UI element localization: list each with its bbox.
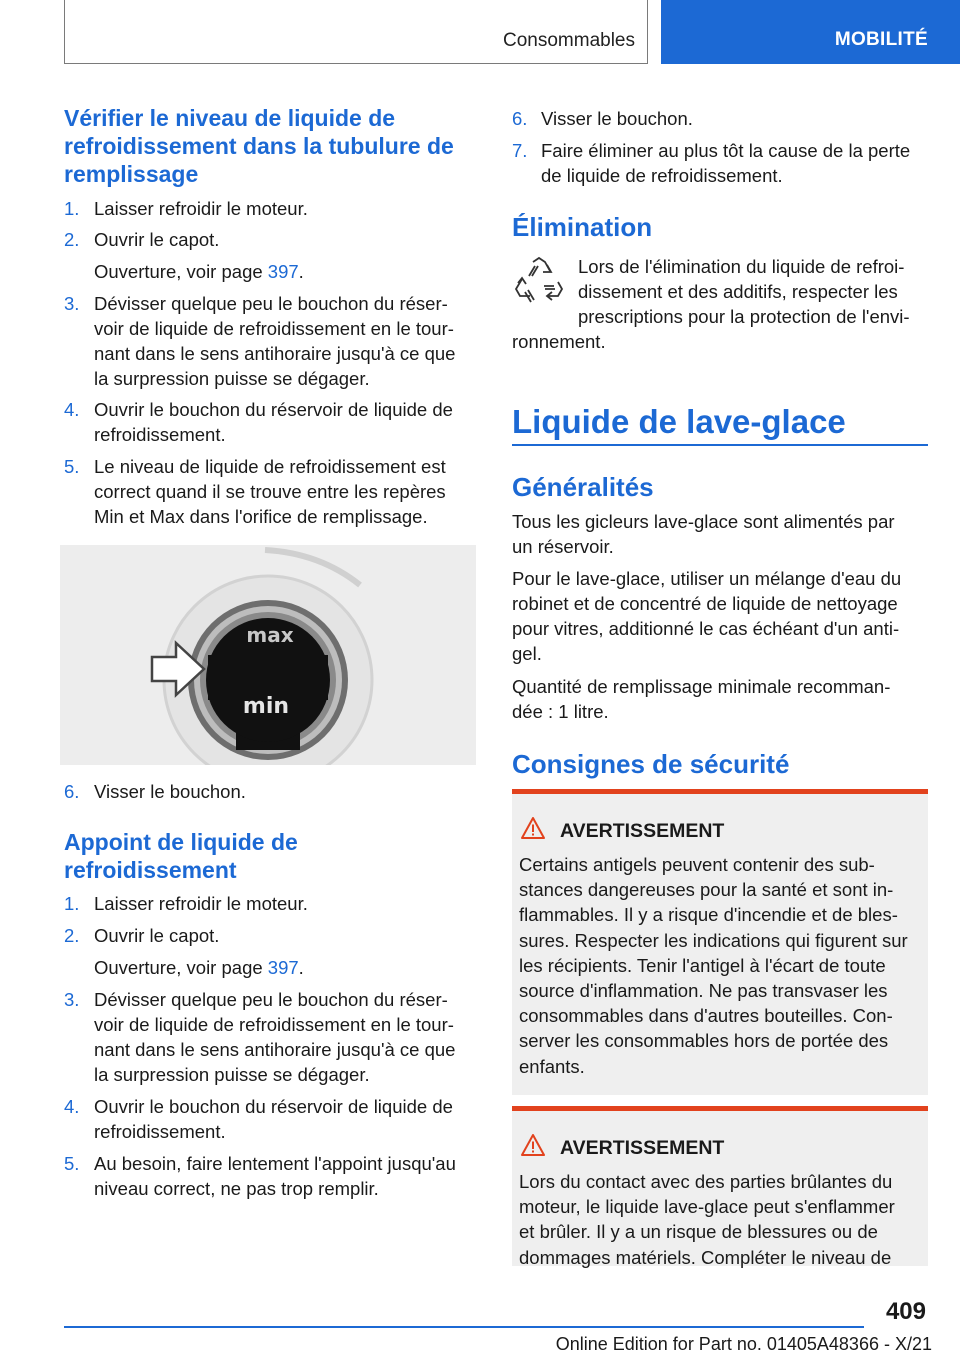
header-chapter-label: MOBILITÉ	[834, 29, 928, 50]
coolant-cap-figure	[60, 545, 476, 765]
step-text: Visser le bouchon.	[94, 781, 246, 802]
step-text: Dévisser quelque peu le bouchon du réser- voir de liquide de refroidissement en le tour- nant dans le sens antihoraire jusqu'à ce que la surpression puisse se dégager.	[94, 989, 456, 1085]
step-text: Ouvrir le capot.	[94, 925, 220, 946]
warning-box	[512, 1106, 928, 1266]
step-number: 1.	[64, 198, 80, 219]
general-paragraph-1: Tous les gicleurs lave-glace sont alimentés par un réservoir.	[512, 511, 895, 557]
header-section-box	[64, 0, 648, 64]
page-reference: Ouverture, voir page 397.	[94, 261, 304, 282]
step-text: Ouvrir le capot.	[94, 229, 220, 250]
min-mark: min	[242, 694, 290, 719]
footer-rule	[64, 1326, 864, 1328]
chapter-underline	[512, 444, 928, 446]
step-text: Faire éliminer au plus tôt la cause de la perte de liquide de refroidissement.	[541, 140, 911, 186]
step-number: 3.	[64, 293, 80, 314]
warning-text: Certains antigels peuvent contenir des sub- stances dangereuses pour la santé et sont in- flammables. Il y a risque d'incendie et de bles- sures. Respecter les indications qui figurent sur les récipients. Tenir l'antigel à l'écart de toute source d'inflammation. Ne pas transvaser les consommables dans d'autres bouteilles. Con- server les consommables hors de portée des enfants.	[519, 854, 908, 1077]
step-text: Ouvrir le bouchon du réservoir de liquide de refroidissement.	[94, 1096, 453, 1142]
header-chapter-tab	[661, 0, 960, 64]
page-link[interactable]: 397	[267, 957, 299, 978]
warning-triangle-icon	[520, 1133, 546, 1157]
elimination-heading: Élimination	[512, 212, 653, 242]
step-number: 6.	[64, 781, 80, 802]
safety-heading: Consignes de sécurité	[512, 749, 790, 779]
step-text: Le niveau de liquide de refroidissement est correct quand il se trouve entre les repères Min et Max dans l'orifice de remplissage.	[94, 456, 446, 527]
step-number: 1.	[64, 893, 80, 914]
elimination-text-indented: Lors de l'élimination du liquide de refroi- dissement et des additifs, respecter les prescriptions pour la protection de l'envi-	[578, 256, 910, 327]
step-number: 6.	[512, 108, 528, 129]
chapter-heading: Liquide de lave-glace	[512, 403, 846, 440]
general-paragraph-2: Pour le lave-glace, utiliser un mélange d'eau du robinet et de concentré de liquide de nettoyage pour vitres, additionné le cas échéant d'un anti- gel.	[512, 568, 902, 664]
general-heading: Généralités	[512, 472, 654, 502]
step-number: 2.	[64, 925, 80, 946]
step-text: Visser le bouchon.	[541, 108, 693, 129]
step-number: 4.	[64, 399, 80, 420]
step-number: 4.	[64, 1096, 80, 1117]
elimination-text-end: ronnement.	[512, 331, 606, 352]
step-number: 5.	[64, 456, 80, 477]
coolant-cap-illustration	[60, 545, 476, 765]
page-number: 409	[885, 1298, 926, 1325]
header-section-title: Consommables	[503, 30, 635, 51]
general-paragraph-3: Quantité de remplissage minimale recomman- dée : 1 litre.	[512, 676, 891, 722]
warning-box	[512, 789, 928, 1095]
step-number: 2.	[64, 229, 80, 250]
max-mark: max	[246, 623, 294, 647]
step-text: Laisser refroidir le moteur.	[94, 893, 308, 914]
page-link[interactable]: 397	[267, 261, 299, 282]
warning-triangle-icon	[520, 816, 546, 840]
warning-text: Lors du contact avec des parties brûlantes du moteur, le liquide lave-glace peut s'enflammer et brûler. Il y a un risque de blessures ou de dommages matériels. Compléter le niveau de	[519, 1171, 895, 1268]
warning-label: AVERTISSEMENT	[560, 1137, 725, 1159]
step-number: 3.	[64, 989, 80, 1010]
step-text: Au besoin, faire lentement l'appoint jusqu'au niveau correct, ne pas trop remplir.	[94, 1153, 456, 1199]
recycling-icon	[514, 256, 564, 308]
warning-label: AVERTISSEMENT	[560, 820, 725, 842]
step-text: Ouvrir le bouchon du réservoir de liquide de refroidissement.	[94, 399, 453, 445]
step-number: 5.	[64, 1153, 80, 1174]
step-text: Laisser refroidir le moteur.	[94, 198, 308, 219]
section-heading-top-up: Appoint de liquide de refroidissement	[64, 829, 298, 883]
step-text: Dévisser quelque peu le bouchon du réser- voir de liquide de refroidissement en le tour- nant dans le sens antihoraire jusqu'à ce que la surpression puisse se dégager.	[94, 293, 456, 389]
page-reference: Ouverture, voir page 397.	[94, 957, 304, 978]
edition-note: Online Edition for Part no. 01405A48366 - X/21	[555, 1334, 932, 1354]
step-number: 7.	[512, 140, 528, 161]
section-heading-check-level: Vérifier le niveau de liquide de refroidissement dans la tubulure de remplissage	[64, 105, 454, 187]
